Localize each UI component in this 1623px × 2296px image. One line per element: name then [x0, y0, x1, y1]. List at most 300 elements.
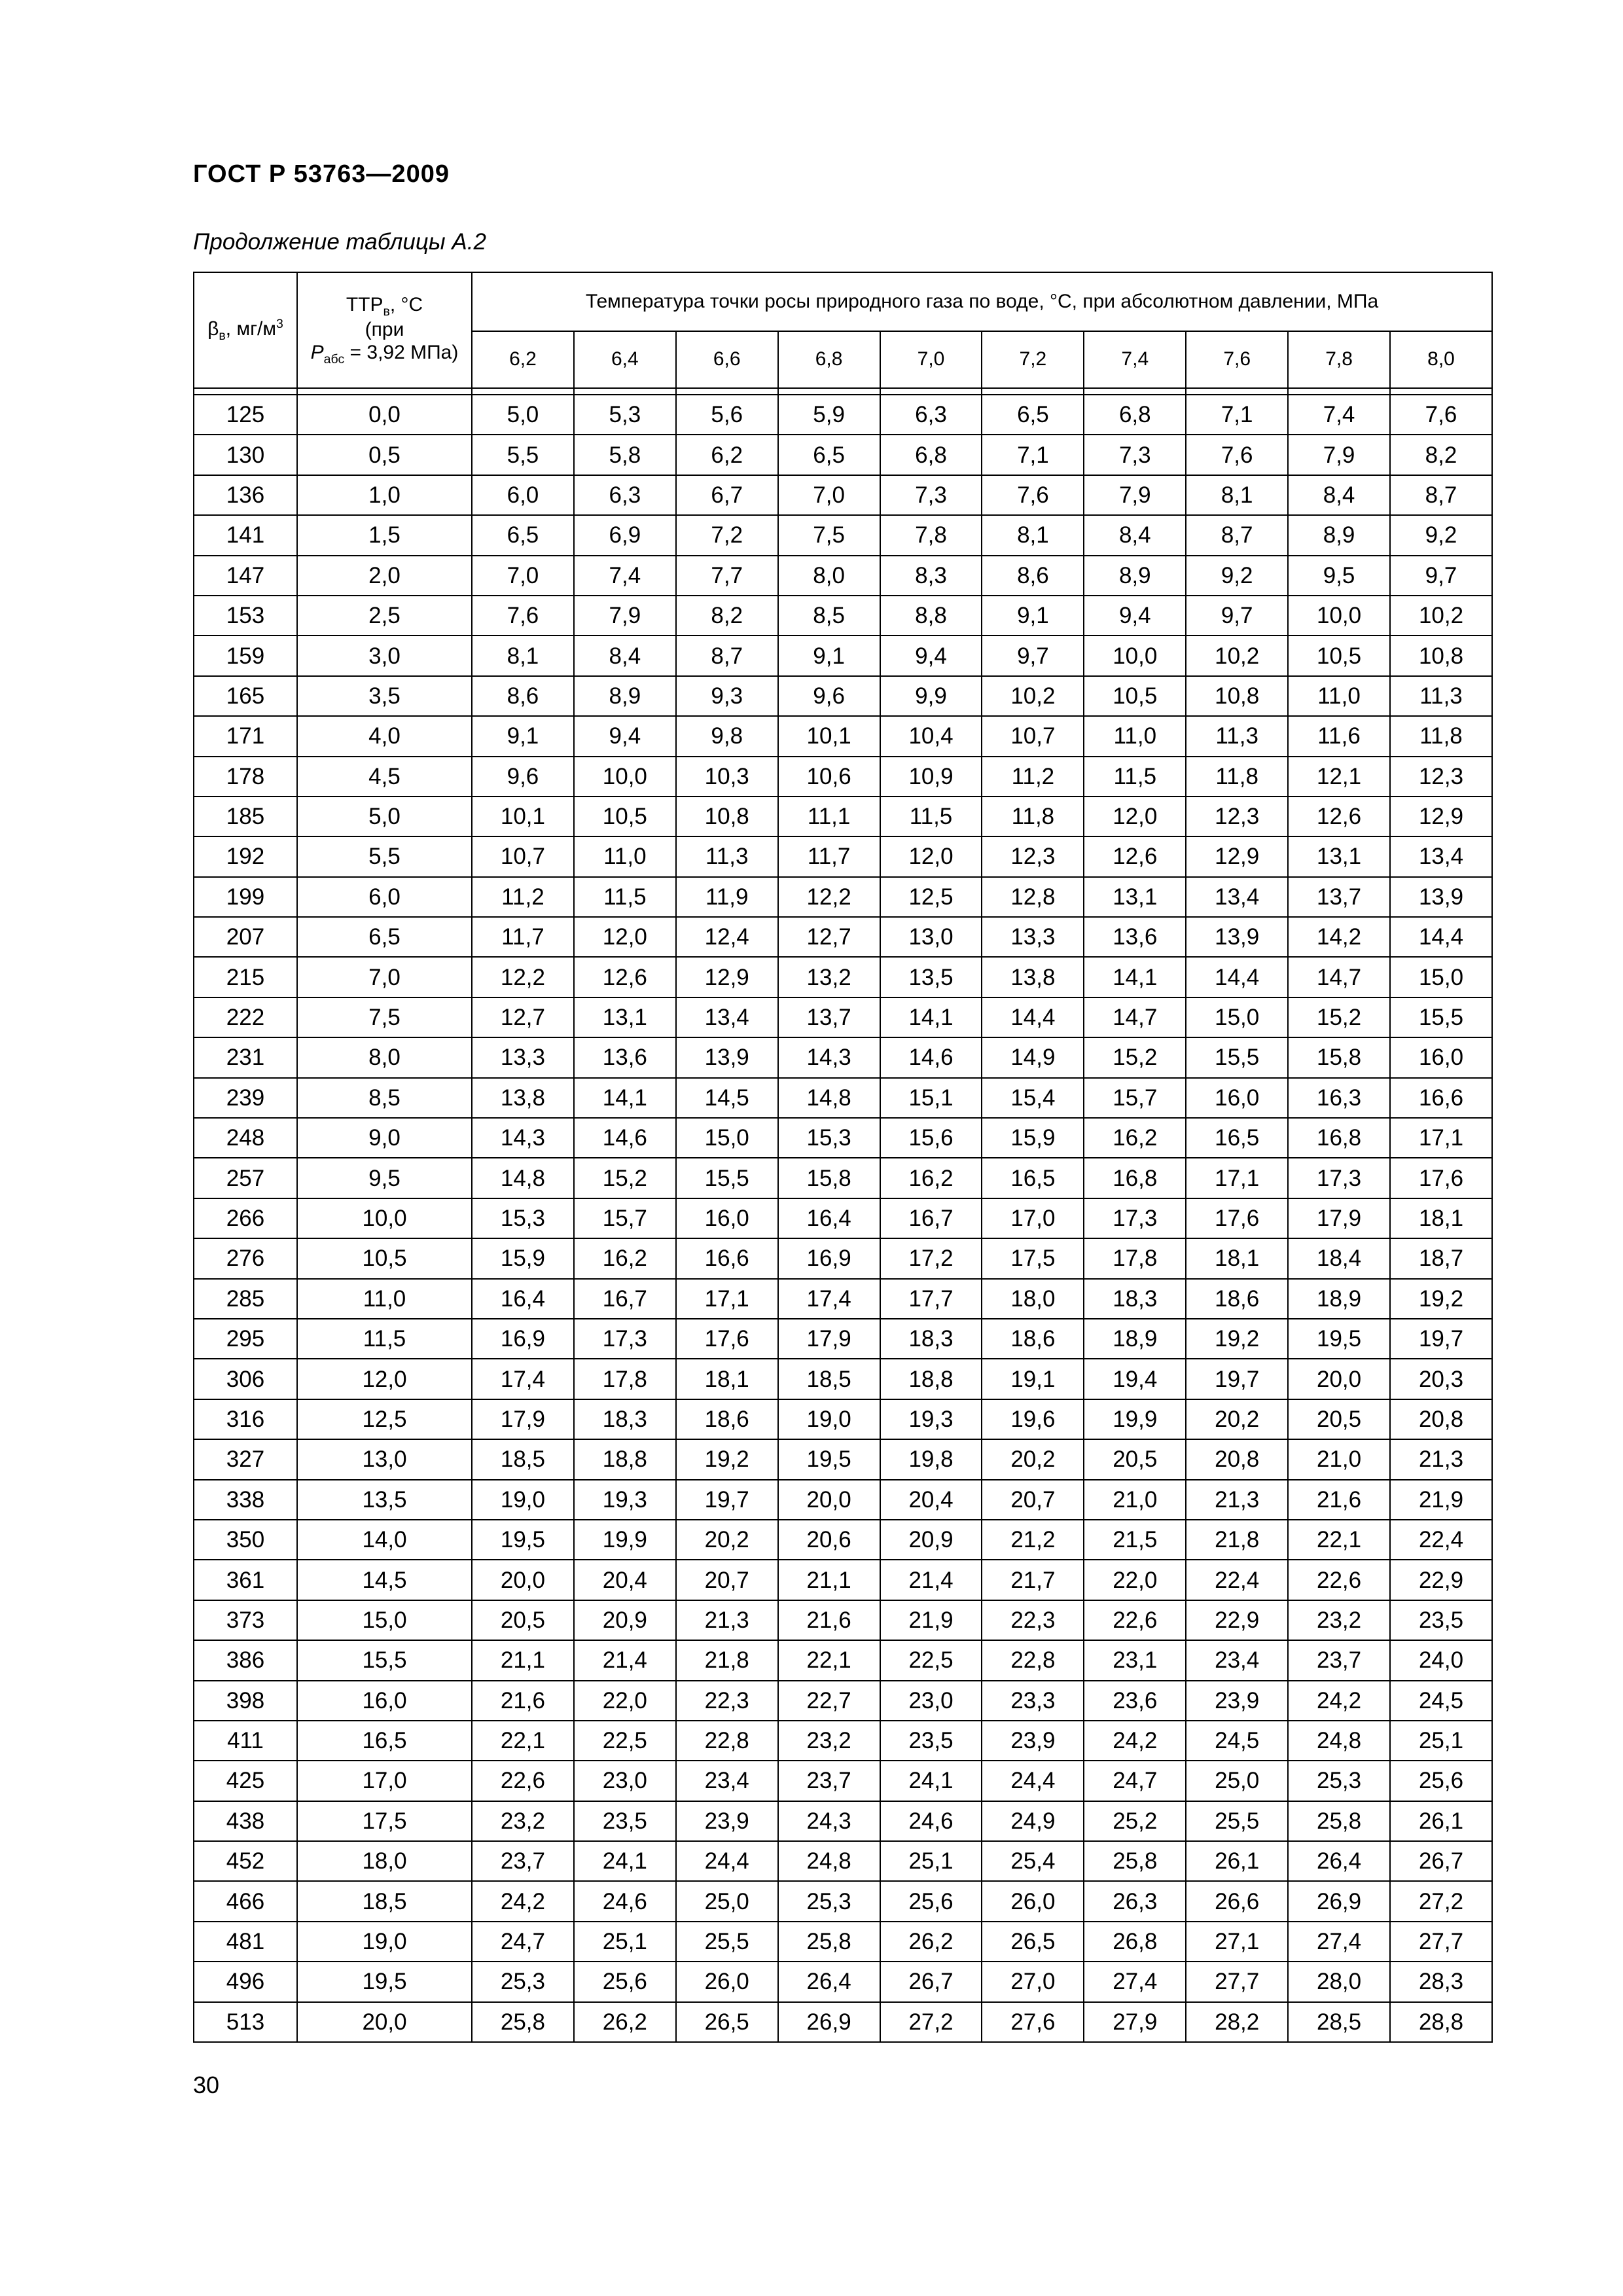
dew-point-cell: 20,4 [574, 1560, 676, 1600]
dew-point-cell: 9,4 [880, 636, 982, 675]
dew-point-cell: 19,0 [778, 1399, 880, 1439]
dew-point-cell: 10,0 [1084, 636, 1186, 675]
dew-point-cell: 21,1 [778, 1560, 880, 1600]
dew-point-cell: 17,1 [1390, 1118, 1492, 1158]
dew-point-cell: 13,9 [1186, 917, 1288, 957]
dew-point-cell: 25,1 [880, 1841, 982, 1881]
dew-point-cell: 17,3 [1288, 1158, 1390, 1198]
dew-point-cell: 11,5 [1084, 757, 1186, 797]
pressure-header: 6,8 [778, 331, 880, 388]
dew-point-cell: 14,7 [1084, 997, 1186, 1037]
table-row [194, 596, 1492, 636]
dew-point-cell: 6,3 [880, 395, 982, 435]
beta-cell: 171 [194, 716, 297, 756]
ttr-cell: 16,0 [297, 1681, 472, 1721]
dew-point-cell: 20,3 [1390, 1359, 1492, 1399]
dew-point-cell: 15,9 [982, 1118, 1084, 1158]
dew-point-cell: 26,8 [1084, 1922, 1186, 1962]
dew-point-cell: 16,2 [1084, 1118, 1186, 1158]
dew-point-cell: 12,0 [1084, 797, 1186, 836]
dew-point-cell: 25,1 [574, 1922, 676, 1962]
dew-point-cell: 26,4 [778, 1962, 880, 2001]
dew-point-cell: 20,0 [1288, 1359, 1390, 1399]
dew-point-cell: 24,2 [1084, 1721, 1186, 1761]
dew-point-cell: 8,7 [1390, 475, 1492, 515]
dew-point-cell: 10,4 [880, 716, 982, 756]
dew-point-cell: 8,4 [574, 636, 676, 675]
beta-cell: 361 [194, 1560, 297, 1600]
dew-point-cell: 11,0 [1084, 716, 1186, 756]
beta-symbol: β [207, 318, 219, 340]
dew-point-cell: 17,6 [676, 1319, 778, 1359]
dew-point-cell: 14,8 [778, 1078, 880, 1118]
dew-point-cell: 20,2 [676, 1520, 778, 1560]
dew-point-cell: 24,7 [1084, 1761, 1186, 1801]
dew-point-cell: 26,2 [574, 2002, 676, 2042]
dew-point-cell: 23,1 [1084, 1640, 1186, 1680]
dew-point-cell: 17,9 [472, 1399, 574, 1439]
dew-point-cell: 19,9 [1084, 1399, 1186, 1439]
dew-point-cell: 28,3 [1390, 1962, 1492, 2001]
beta-cell: 239 [194, 1078, 297, 1118]
dew-point-cell: 28,8 [1390, 2002, 1492, 2042]
dew-point-cell: 14,6 [574, 1118, 676, 1158]
dew-point-cell: 5,3 [574, 395, 676, 435]
group-header: Температура точки росы природного газа по воде, °С, при абсолютном давлении, МПа [472, 272, 1492, 331]
ttr-cell: 7,5 [297, 997, 472, 1037]
dew-point-cell: 13,4 [1186, 877, 1288, 917]
dew-point-cell: 13,8 [472, 1078, 574, 1118]
dew-point-cell: 14,7 [1288, 957, 1390, 997]
dew-point-cell: 8,9 [1084, 556, 1186, 596]
dew-point-cell: 26,1 [1186, 1841, 1288, 1881]
dew-point-cell: 22,8 [982, 1640, 1084, 1680]
table-row [194, 1480, 1492, 1520]
table-row [194, 1158, 1492, 1198]
table-row [194, 1801, 1492, 1841]
table-row [194, 1319, 1492, 1359]
dew-point-cell: 7,9 [1288, 435, 1390, 475]
dew-point-cell: 13,2 [778, 957, 880, 997]
dew-point-cell: 6,8 [880, 435, 982, 475]
dew-point-cell: 27,9 [1084, 2002, 1186, 2042]
ttr-cell: 3,5 [297, 676, 472, 716]
dew-point-cell: 22,5 [574, 1721, 676, 1761]
dew-point-cell: 19,9 [574, 1520, 676, 1560]
dew-point-cell: 10,5 [1084, 676, 1186, 716]
pressure-header: 7,2 [982, 331, 1084, 388]
table-row [194, 1399, 1492, 1439]
dew-point-cell: 25,1 [1390, 1721, 1492, 1761]
dew-point-cell: 23,9 [1186, 1681, 1288, 1721]
dew-point-cell: 25,6 [574, 1962, 676, 2001]
dew-point-cell: 24,6 [880, 1801, 982, 1841]
beta-cell: 327 [194, 1439, 297, 1479]
dew-point-cell: 17,2 [880, 1238, 982, 1278]
dew-point-cell: 24,2 [472, 1881, 574, 1921]
dew-point-cell: 23,5 [880, 1721, 982, 1761]
dew-point-cell: 21,3 [1186, 1480, 1288, 1520]
dew-point-cell: 8,2 [676, 596, 778, 636]
dew-point-cell: 16,2 [880, 1158, 982, 1198]
dew-point-cell: 8,0 [778, 556, 880, 596]
ttr-cell: 6,5 [297, 917, 472, 957]
dew-point-cell: 22,9 [1390, 1560, 1492, 1600]
dew-point-cell: 14,1 [1084, 957, 1186, 997]
dew-point-cell: 14,2 [1288, 917, 1390, 957]
dew-point-cell: 16,7 [880, 1198, 982, 1238]
ttr-cell: 1,5 [297, 515, 472, 555]
table-row [194, 1962, 1492, 2001]
table-row [194, 1560, 1492, 1600]
dew-point-cell: 9,1 [982, 596, 1084, 636]
dew-point-cell: 11,3 [1186, 716, 1288, 756]
dew-point-cell: 27,2 [1390, 1881, 1492, 1921]
dew-point-cell: 14,4 [982, 997, 1084, 1037]
table-row [194, 556, 1492, 596]
dew-point-cell: 9,6 [778, 676, 880, 716]
dew-point-cell: 23,3 [982, 1681, 1084, 1721]
dew-point-cell: 19,2 [1186, 1319, 1288, 1359]
dew-point-cell: 15,5 [1186, 1037, 1288, 1077]
table-row [194, 1640, 1492, 1680]
ttr-cell: 19,0 [297, 1922, 472, 1962]
table-row [194, 2002, 1492, 2042]
beta-cell: 316 [194, 1399, 297, 1439]
dew-point-cell: 7,9 [1084, 475, 1186, 515]
beta-cell: 295 [194, 1319, 297, 1359]
dew-point-cell: 21,2 [982, 1520, 1084, 1560]
dew-point-cell: 17,4 [778, 1279, 880, 1319]
dew-point-table [193, 272, 1493, 2043]
dew-point-cell: 14,5 [676, 1078, 778, 1118]
dew-point-cell: 21,5 [1084, 1520, 1186, 1560]
ttr-cell: 10,5 [297, 1238, 472, 1278]
dew-point-cell: 27,2 [880, 2002, 982, 2042]
dew-point-cell: 12,1 [1288, 757, 1390, 797]
col-header-beta [194, 272, 297, 388]
pressure-header: 7,0 [880, 331, 982, 388]
table-row [194, 836, 1492, 876]
dew-point-cell: 24,0 [1390, 1640, 1492, 1680]
dew-point-cell: 9,6 [472, 757, 574, 797]
dew-point-cell: 6,5 [472, 515, 574, 555]
dew-point-cell: 8,2 [1390, 435, 1492, 475]
dew-point-cell: 25,5 [1186, 1801, 1288, 1841]
dew-point-cell: 7,3 [1084, 435, 1186, 475]
dew-point-cell: 15,5 [1390, 997, 1492, 1037]
dew-point-cell: 22,1 [472, 1721, 574, 1761]
dew-point-cell: 27,1 [1186, 1922, 1288, 1962]
dew-point-cell: 8,7 [676, 636, 778, 675]
dew-point-cell: 16,4 [472, 1279, 574, 1319]
dew-point-cell: 17,5 [982, 1238, 1084, 1278]
col-header-ttr [297, 272, 472, 388]
dew-point-cell: 15,7 [1084, 1078, 1186, 1118]
dew-point-cell: 23,2 [1288, 1600, 1390, 1640]
dew-point-cell: 10,8 [676, 797, 778, 836]
table-row [194, 1238, 1492, 1278]
beta-cell: 141 [194, 515, 297, 555]
dew-point-cell: 24,1 [574, 1841, 676, 1881]
dew-point-cell: 22,4 [1186, 1560, 1288, 1600]
dew-point-cell: 14,4 [1390, 917, 1492, 957]
beta-cell: 231 [194, 1037, 297, 1077]
dew-point-cell: 15,5 [676, 1158, 778, 1198]
dew-point-cell: 5,9 [778, 395, 880, 435]
dew-point-cell: 11,2 [982, 757, 1084, 797]
dew-point-cell: 27,7 [1390, 1922, 1492, 1962]
dew-point-cell: 9,4 [574, 716, 676, 756]
dew-point-cell: 9,1 [778, 636, 880, 675]
dew-point-cell: 25,0 [676, 1881, 778, 1921]
ttr-cell: 5,5 [297, 836, 472, 876]
pressure-header: 7,8 [1288, 331, 1390, 388]
dew-point-cell: 18,7 [1390, 1238, 1492, 1278]
ttr-cell: 6,0 [297, 877, 472, 917]
table-row [194, 957, 1492, 997]
dew-point-cell: 10,3 [676, 757, 778, 797]
dew-point-cell: 16,0 [1390, 1037, 1492, 1077]
dew-point-cell: 27,7 [1186, 1962, 1288, 2001]
dew-point-cell: 20,2 [1186, 1399, 1288, 1439]
ttr-cell: 11,0 [297, 1279, 472, 1319]
dew-point-cell: 15,9 [472, 1238, 574, 1278]
dew-point-cell: 9,9 [880, 676, 982, 716]
dew-point-cell: 23,4 [1186, 1640, 1288, 1680]
dew-point-cell: 24,8 [778, 1841, 880, 1881]
dew-point-cell: 13,3 [982, 917, 1084, 957]
dew-point-cell: 8,6 [472, 676, 574, 716]
dew-point-cell: 21,9 [880, 1600, 982, 1640]
beta-cell: 481 [194, 1922, 297, 1962]
table-caption: Продолжение таблицы А.2 [193, 229, 486, 255]
dew-point-cell: 24,8 [1288, 1721, 1390, 1761]
ttr-cell: 20,0 [297, 2002, 472, 2042]
dew-point-cell: 21,3 [1390, 1439, 1492, 1479]
dew-point-cell: 8,7 [1186, 515, 1288, 555]
table-row [194, 515, 1492, 555]
dew-point-cell: 9,5 [1288, 556, 1390, 596]
dew-point-cell: 18,8 [574, 1439, 676, 1479]
beta-sub: в [219, 329, 226, 344]
ttr-cell: 12,5 [297, 1399, 472, 1439]
dew-point-cell: 21,6 [1288, 1480, 1390, 1520]
ttr-cell: 15,0 [297, 1600, 472, 1640]
dew-point-cell: 26,9 [778, 2002, 880, 2042]
dew-point-cell: 8,1 [982, 515, 1084, 555]
dew-point-cell: 17,4 [472, 1359, 574, 1399]
dew-point-cell: 16,9 [472, 1319, 574, 1359]
dew-point-cell: 10,1 [472, 797, 574, 836]
dew-point-cell: 11,7 [472, 917, 574, 957]
dew-point-cell: 12,4 [676, 917, 778, 957]
table-row [194, 1721, 1492, 1761]
dew-point-cell: 15,2 [574, 1158, 676, 1198]
beta-cell: 373 [194, 1600, 297, 1640]
dew-point-cell: 27,6 [982, 2002, 1084, 2042]
dew-point-cell: 21,0 [1288, 1439, 1390, 1479]
dew-point-cell: 5,6 [676, 395, 778, 435]
dew-point-cell: 17,9 [1288, 1198, 1390, 1238]
dew-point-cell: 7,6 [982, 475, 1084, 515]
ttr-cell: 10,0 [297, 1198, 472, 1238]
dew-point-cell: 18,6 [1186, 1279, 1288, 1319]
dew-point-cell: 16,0 [676, 1198, 778, 1238]
beta-cell: 513 [194, 2002, 297, 2042]
dew-point-cell: 8,1 [472, 636, 574, 675]
beta-cell: 199 [194, 877, 297, 917]
beta-cell: 276 [194, 1238, 297, 1278]
table-row [194, 1359, 1492, 1399]
ttr-cell: 8,5 [297, 1078, 472, 1118]
dew-point-cell: 12,0 [574, 917, 676, 957]
dew-point-cell: 8,9 [574, 676, 676, 716]
dew-point-cell: 10,1 [778, 716, 880, 756]
dew-point-cell: 11,5 [574, 877, 676, 917]
dew-point-cell: 25,2 [1084, 1801, 1186, 1841]
dew-point-cell: 11,3 [1390, 676, 1492, 716]
dew-point-cell: 26,3 [1084, 1881, 1186, 1921]
dew-point-cell: 15,3 [472, 1198, 574, 1238]
dew-point-cell: 10,8 [1390, 636, 1492, 675]
dew-point-cell: 12,6 [1084, 836, 1186, 876]
dew-point-cell: 16,6 [676, 1238, 778, 1278]
dew-point-cell: 27,4 [1288, 1922, 1390, 1962]
dew-point-cell: 26,7 [1390, 1841, 1492, 1881]
dew-point-cell: 18,3 [574, 1399, 676, 1439]
dew-point-cell: 8,3 [880, 556, 982, 596]
dew-point-cell: 13,5 [880, 957, 982, 997]
dew-point-cell: 16,7 [574, 1279, 676, 1319]
dew-point-cell: 21,9 [1390, 1480, 1492, 1520]
dew-point-cell: 8,6 [982, 556, 1084, 596]
ttr-cell: 9,0 [297, 1118, 472, 1158]
beta-cell: 386 [194, 1640, 297, 1680]
dew-point-cell: 20,7 [982, 1480, 1084, 1520]
dew-point-cell: 17,1 [676, 1279, 778, 1319]
dew-point-cell: 13,3 [472, 1037, 574, 1077]
dew-point-cell: 17,6 [1390, 1158, 1492, 1198]
dew-point-cell: 6,7 [676, 475, 778, 515]
beta-cell: 147 [194, 556, 297, 596]
dew-point-cell: 21,0 [1084, 1480, 1186, 1520]
ttr-cell: 4,5 [297, 757, 472, 797]
dew-point-cell: 14,3 [472, 1118, 574, 1158]
dew-point-cell: 9,3 [676, 676, 778, 716]
dew-point-cell: 7,7 [676, 556, 778, 596]
table-row [194, 1037, 1492, 1077]
dew-point-cell: 12,6 [1288, 797, 1390, 836]
table-row [194, 1881, 1492, 1921]
table-row [194, 636, 1492, 675]
dew-point-cell: 26,5 [982, 1922, 1084, 1962]
dew-point-cell: 17,9 [778, 1319, 880, 1359]
dew-point-cell: 11,3 [676, 836, 778, 876]
dew-point-cell: 17,0 [982, 1198, 1084, 1238]
ttr-cell: 19,5 [297, 1962, 472, 2001]
dew-point-cell: 9,7 [1186, 596, 1288, 636]
dew-point-cell: 16,0 [1186, 1078, 1288, 1118]
ttr-line2: (при [365, 319, 404, 341]
dew-point-cell: 12,2 [778, 877, 880, 917]
dew-point-cell: 11,9 [676, 877, 778, 917]
dew-point-cell: 8,9 [1288, 515, 1390, 555]
dew-point-cell: 19,8 [880, 1439, 982, 1479]
beta-cell: 438 [194, 1801, 297, 1841]
table-row [194, 435, 1492, 475]
ttr-cell: 16,5 [297, 1721, 472, 1761]
pressure-header: 8,0 [1390, 331, 1492, 388]
dew-point-cell: 20,0 [778, 1480, 880, 1520]
dew-point-cell: 9,4 [1084, 596, 1186, 636]
ttr-cell: 9,5 [297, 1158, 472, 1198]
beta-cell: 338 [194, 1480, 297, 1520]
dew-point-cell: 21,1 [472, 1640, 574, 1680]
dew-point-cell: 6,8 [1084, 395, 1186, 435]
dew-point-cell: 11,6 [1288, 716, 1390, 756]
dew-point-cell: 21,6 [778, 1600, 880, 1640]
dew-point-cell: 11,0 [1288, 676, 1390, 716]
dew-point-cell: 15,2 [1084, 1037, 1186, 1077]
dew-point-cell: 19,7 [676, 1480, 778, 1520]
dew-point-cell: 25,0 [1186, 1761, 1288, 1801]
dew-point-cell: 24,6 [574, 1881, 676, 1921]
dew-point-cell: 7,1 [982, 435, 1084, 475]
dew-point-cell: 16,3 [1288, 1078, 1390, 1118]
dew-point-cell: 18,3 [880, 1319, 982, 1359]
dew-point-cell: 18,6 [676, 1399, 778, 1439]
ttr-p-value: = 3,92 МПа) [344, 341, 459, 363]
beta-cell: 136 [194, 475, 297, 515]
dew-point-cell: 19,7 [1390, 1319, 1492, 1359]
dew-point-cell: 12,6 [574, 957, 676, 997]
dew-point-cell: 12,2 [472, 957, 574, 997]
dew-point-cell: 21,8 [676, 1640, 778, 1680]
dew-point-cell: 24,5 [1390, 1681, 1492, 1721]
dew-point-cell: 23,9 [676, 1801, 778, 1841]
dew-point-cell: 22,8 [676, 1721, 778, 1761]
table-row [194, 395, 1492, 435]
table-row [194, 1198, 1492, 1238]
dew-point-cell: 22,6 [472, 1761, 574, 1801]
dew-point-cell: 19,1 [982, 1359, 1084, 1399]
dew-point-cell: 22,0 [574, 1681, 676, 1721]
dew-point-cell: 12,7 [778, 917, 880, 957]
dew-point-cell: 23,2 [778, 1721, 880, 1761]
dew-point-cell: 26,6 [1186, 1881, 1288, 1921]
dew-point-cell: 13,1 [574, 997, 676, 1037]
ttr-cell: 17,0 [297, 1761, 472, 1801]
dew-point-cell: 15,2 [1288, 997, 1390, 1037]
dew-point-cell: 15,0 [1390, 957, 1492, 997]
dew-point-cell: 12,3 [1390, 757, 1492, 797]
dew-point-cell: 25,8 [778, 1922, 880, 1962]
dew-point-cell: 13,9 [1390, 877, 1492, 917]
dew-point-cell: 13,1 [1084, 877, 1186, 917]
dew-point-cell: 22,5 [880, 1640, 982, 1680]
dew-point-cell: 12,9 [1186, 836, 1288, 876]
table-row [194, 757, 1492, 797]
dew-point-cell: 25,6 [1390, 1761, 1492, 1801]
dew-point-cell: 13,1 [1288, 836, 1390, 876]
ttr-cell: 14,0 [297, 1520, 472, 1560]
dew-point-cell: 8,4 [1288, 475, 1390, 515]
dew-point-cell: 13,6 [574, 1037, 676, 1077]
dew-point-cell: 7,2 [676, 515, 778, 555]
dew-point-cell: 21,4 [574, 1640, 676, 1680]
dew-point-cell: 19,4 [1084, 1359, 1186, 1399]
